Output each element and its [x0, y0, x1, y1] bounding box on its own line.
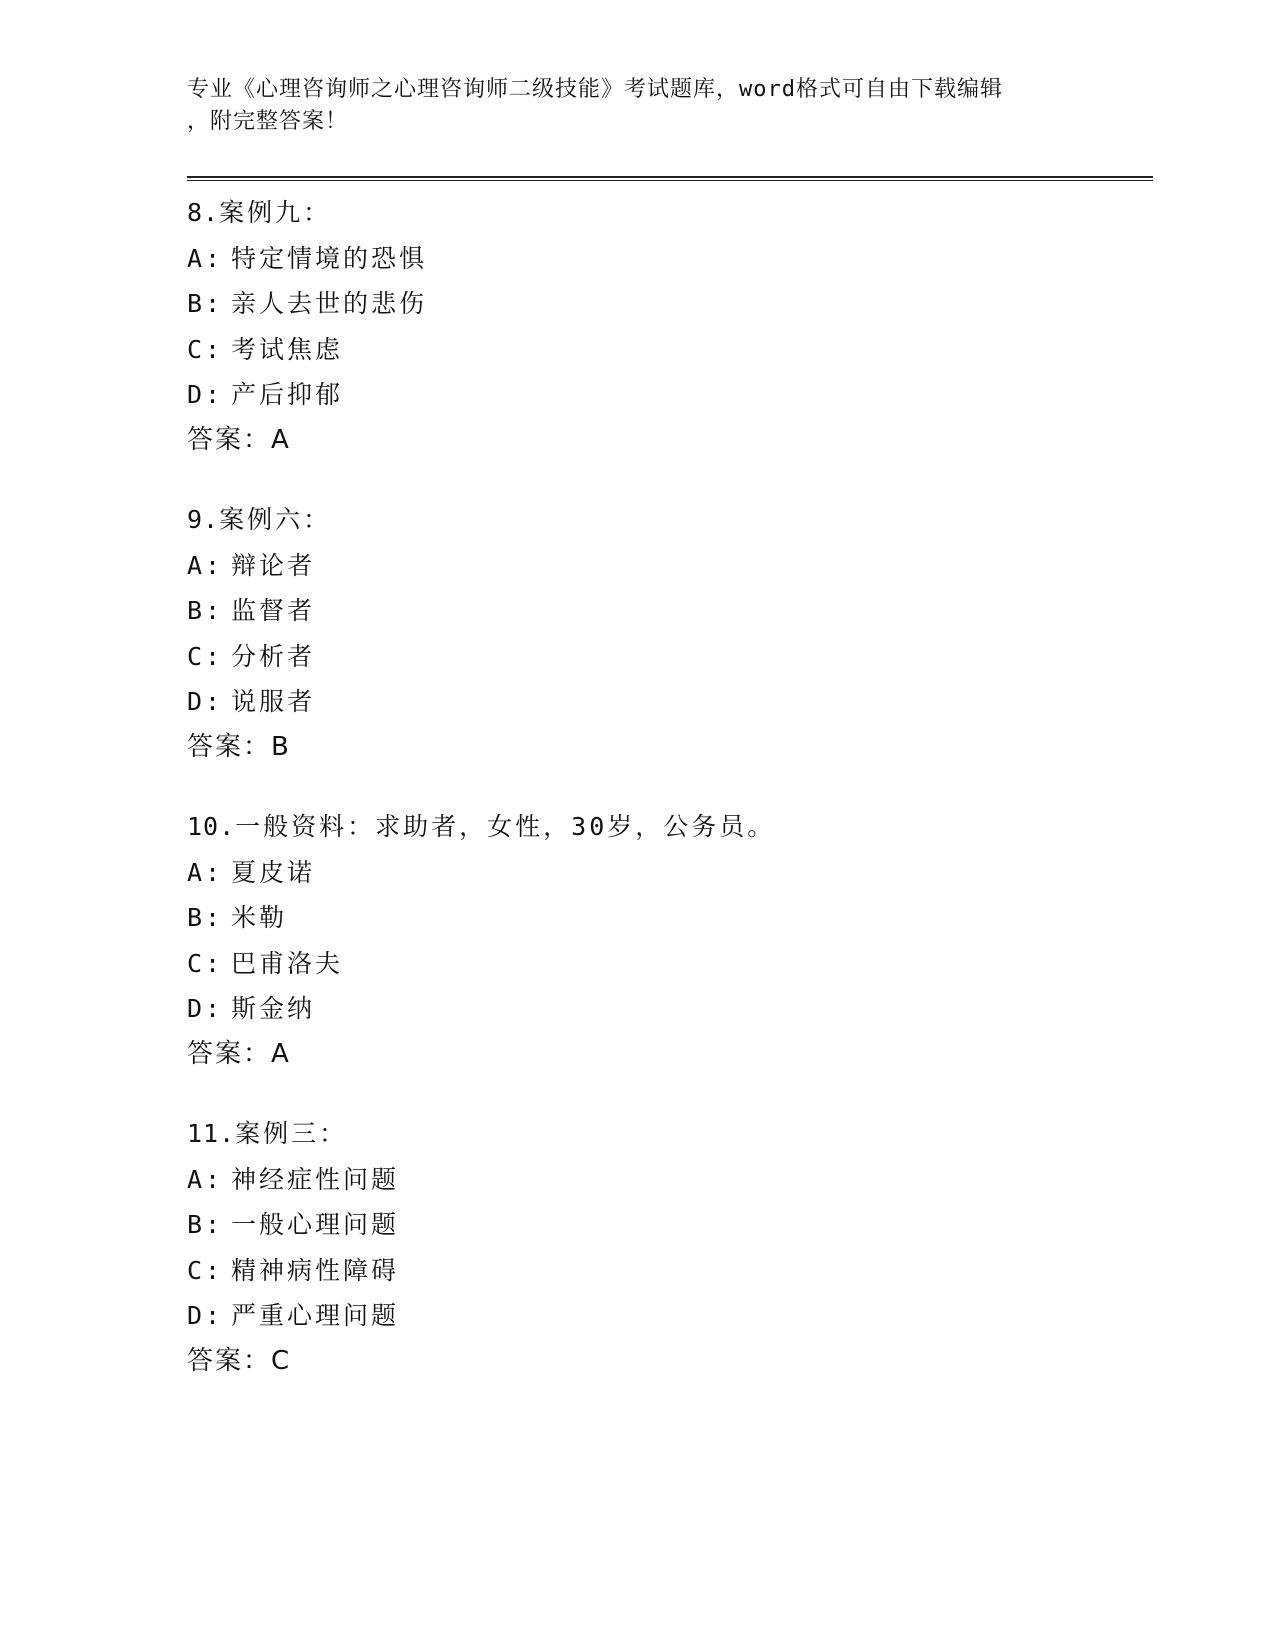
question-title	[187, 190, 1087, 236]
question-text: 案例六：	[219, 505, 332, 534]
option-d	[187, 1293, 1087, 1339]
option-a	[187, 850, 1087, 896]
header-title-line: 专业《心理咨询师之心理咨询师二级技能》考试题库，word格式可自由下载编辑	[187, 77, 1003, 102]
option-text: 精神病性障碍	[231, 1255, 400, 1285]
question-11	[187, 1111, 1087, 1384]
option-c	[187, 941, 1087, 987]
question-text: 案例九：	[219, 198, 332, 227]
option-text: 米勒	[231, 903, 288, 932]
option-key: B:	[187, 596, 224, 625]
option-b	[187, 895, 1087, 941]
option-text: 监督者	[231, 596, 316, 625]
option-key: C:	[187, 334, 224, 364]
option-text: 辩论者	[231, 550, 316, 580]
option-b	[187, 588, 1087, 634]
question-title	[187, 1111, 1087, 1157]
option-a	[187, 1157, 1087, 1203]
option-key: B:	[187, 289, 224, 318]
question-8	[187, 190, 1087, 463]
question-list	[187, 190, 1087, 1418]
option-text: 神经症性问题	[231, 1164, 400, 1194]
answer-line	[187, 418, 1087, 464]
option-key: A:	[187, 243, 224, 273]
option-key: D:	[187, 994, 224, 1023]
answer-value: B	[271, 731, 291, 762]
question-text: 一般资料：求助者，女性，30岁，公务员。	[235, 812, 776, 841]
question-text: 案例三：	[235, 1119, 348, 1148]
option-key: D:	[187, 687, 224, 716]
header-title-continuation: ，附完整答案！	[187, 109, 349, 134]
option-text: 巴甫洛夫	[231, 948, 344, 978]
answer-label: 答案：	[187, 424, 272, 455]
option-text: 夏皮诺	[231, 857, 316, 887]
question-10	[187, 804, 1087, 1077]
question-number: 11.	[187, 1119, 236, 1148]
option-key: C:	[187, 948, 224, 978]
option-key: A:	[187, 550, 224, 580]
question-title	[187, 804, 1087, 850]
option-text: 亲人去世的悲伤	[231, 289, 428, 318]
option-d	[187, 679, 1087, 725]
option-text: 斯金纳	[231, 994, 316, 1023]
option-key: A:	[187, 857, 224, 887]
option-text: 考试焦虑	[231, 334, 344, 364]
answer-label: 答案：	[187, 1038, 272, 1069]
answer-value: C	[271, 1345, 292, 1376]
option-a	[187, 236, 1087, 282]
option-text: 说服者	[231, 687, 316, 716]
option-key: D:	[187, 1301, 224, 1330]
option-key: D:	[187, 380, 224, 409]
answer-value: A	[271, 424, 291, 455]
option-c	[187, 327, 1087, 373]
answer-line	[187, 1032, 1087, 1078]
option-key: A:	[187, 1164, 224, 1194]
question-9	[187, 497, 1087, 770]
option-text: 特定情境的恐惧	[231, 243, 428, 273]
option-key: C:	[187, 641, 224, 671]
option-key: B:	[187, 1210, 224, 1239]
option-b	[187, 1202, 1087, 1248]
question-number: 10.	[187, 812, 236, 841]
answer-label: 答案：	[187, 1345, 272, 1376]
answer-value: A	[271, 1038, 291, 1069]
option-key: C:	[187, 1255, 224, 1285]
answer-label: 答案：	[187, 731, 272, 762]
option-text: 分析者	[231, 641, 316, 671]
option-text: 严重心理问题	[231, 1301, 400, 1330]
option-d	[187, 986, 1087, 1032]
document-header	[187, 74, 1087, 138]
option-text: 产后抑郁	[231, 380, 344, 409]
header-divider	[187, 176, 1153, 181]
option-a	[187, 543, 1087, 589]
option-c	[187, 1248, 1087, 1294]
option-d	[187, 372, 1087, 418]
question-number: 8.	[187, 198, 220, 227]
option-key: B:	[187, 903, 224, 932]
answer-line	[187, 1339, 1087, 1385]
answer-line	[187, 725, 1087, 771]
option-c	[187, 634, 1087, 680]
question-title	[187, 497, 1087, 543]
option-b	[187, 281, 1087, 327]
question-number: 9.	[187, 505, 220, 534]
option-text: 一般心理问题	[231, 1210, 400, 1239]
